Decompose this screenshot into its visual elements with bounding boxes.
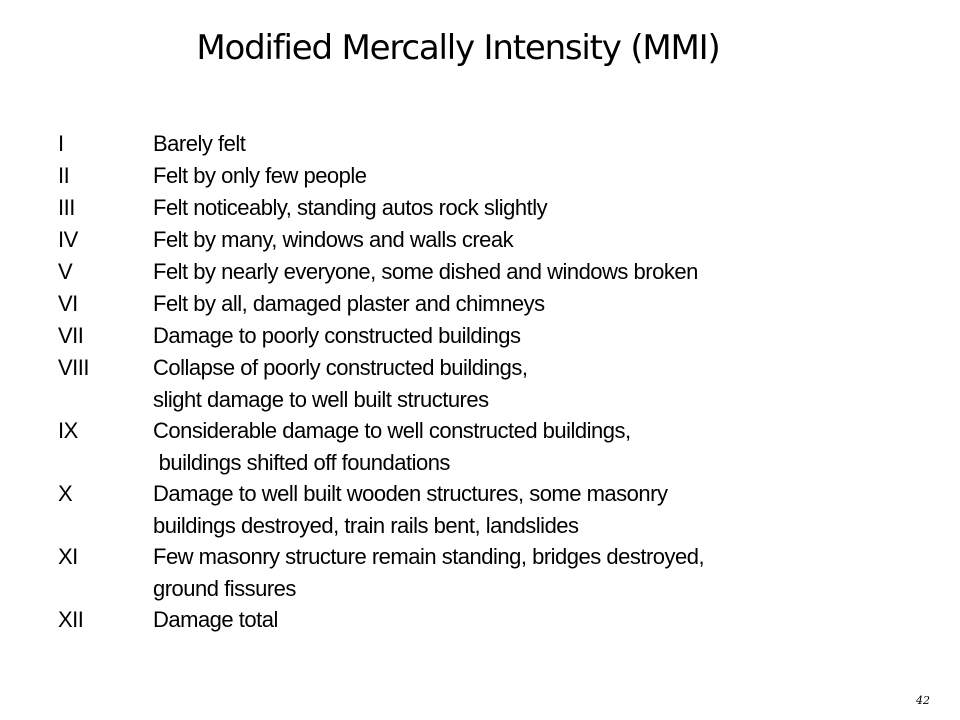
intensity-row (58, 288, 704, 320)
page-number: 42 (916, 694, 930, 707)
intensity-numeral: X (58, 481, 73, 506)
intensity-description (153, 352, 528, 415)
intensity-description (153, 320, 520, 352)
intensity-description (153, 541, 704, 604)
intensity-numeral: I (58, 131, 64, 156)
intensity-numeral: XII (58, 607, 84, 632)
description-line: Felt noticeably, standing autos rock slightly (153, 195, 548, 220)
description-line: Barely felt (153, 131, 246, 156)
description-line: Damage to poorly constructed buildings (153, 323, 521, 348)
intensity-numeral: V (58, 259, 73, 284)
intensity-row (58, 128, 704, 160)
description-line: Felt by many, windows and walls creak (153, 227, 514, 252)
intensity-description (153, 128, 245, 160)
description-line: slight damage to well built structures (153, 386, 489, 412)
description-line: Few masonry structure remain standing, bridges destroyed, (153, 544, 705, 569)
intensity-row (58, 320, 704, 352)
intensity-row (58, 192, 704, 224)
intensity-scale-list (58, 128, 704, 636)
slide-title: Modified Mercally Intensity (MMI) (196, 28, 720, 68)
intensity-row (58, 604, 704, 636)
description-line: Felt by only few people (153, 163, 367, 188)
intensity-numeral: VIII (58, 355, 90, 380)
intensity-numeral: IX (58, 418, 78, 443)
intensity-row (58, 352, 704, 415)
intensity-row (58, 160, 704, 192)
description-line: buildings destroyed, train rails bent, landslides (153, 512, 579, 538)
intensity-row (58, 478, 704, 541)
description-line: Felt by all, damaged plaster and chimneys (153, 291, 545, 316)
intensity-row (58, 256, 704, 288)
description-line: buildings shifted off foundations (153, 449, 450, 475)
intensity-numeral: VII (58, 323, 84, 348)
intensity-numeral: II (58, 163, 70, 188)
intensity-description (153, 224, 513, 256)
description-line: Felt by nearly everyone, some dished and windows broken (153, 259, 698, 284)
intensity-description (153, 288, 545, 320)
intensity-description (153, 256, 698, 288)
description-line: Considerable damage to well constructed buildings, (153, 418, 631, 443)
intensity-description (153, 192, 547, 224)
intensity-numeral: IV (58, 227, 78, 252)
intensity-numeral: VI (58, 291, 78, 316)
description-line: Damage to well built wooden structures, some masonry (153, 481, 668, 506)
intensity-row (58, 224, 704, 256)
description-line: Damage total (153, 607, 278, 632)
description-line: Collapse of poorly constructed buildings, (153, 355, 528, 380)
intensity-numeral: III (58, 195, 75, 220)
intensity-description (153, 478, 667, 541)
intensity-description (153, 160, 367, 192)
intensity-description (153, 604, 278, 636)
intensity-row (58, 541, 704, 604)
intensity-numeral: XI (58, 544, 78, 569)
description-line: ground fissures (153, 575, 296, 601)
intensity-description (153, 415, 631, 478)
intensity-row (58, 415, 704, 478)
